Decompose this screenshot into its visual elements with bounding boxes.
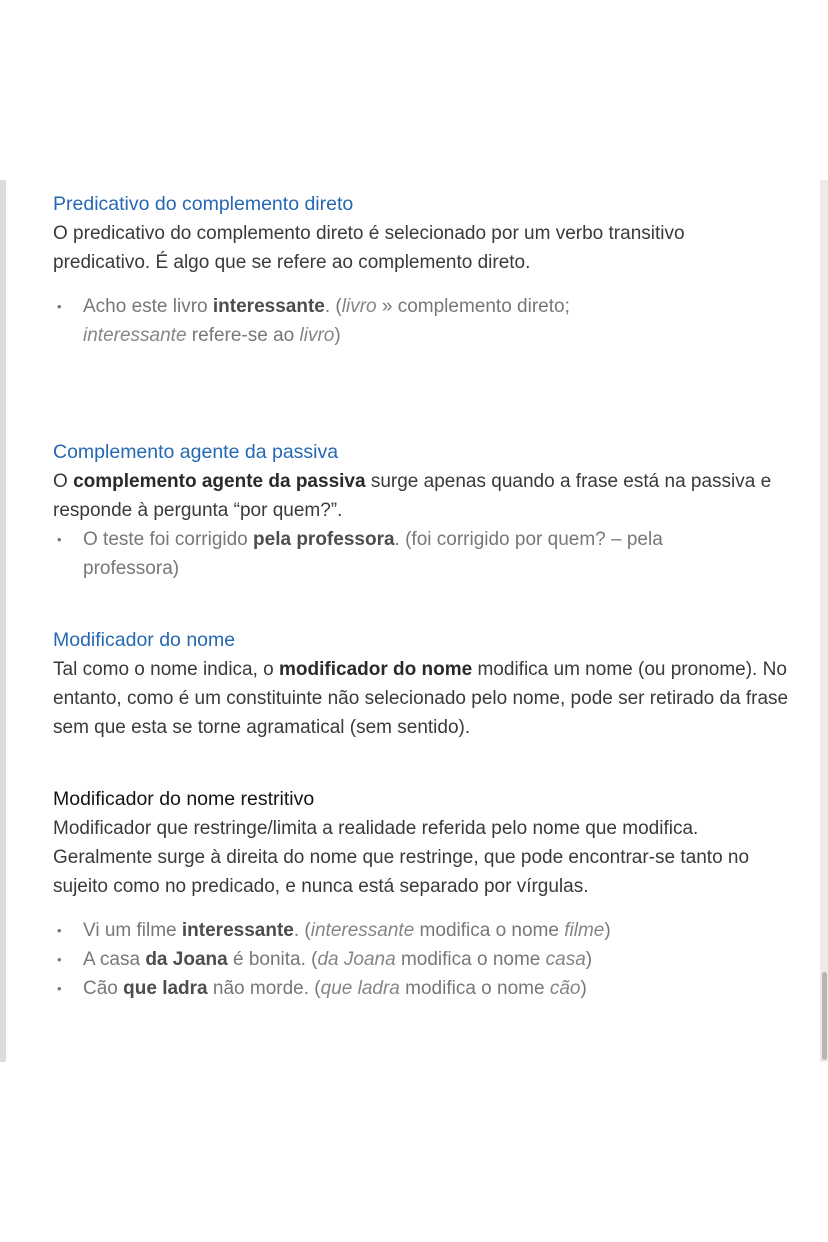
example-list	[53, 292, 573, 350]
example-list	[53, 525, 753, 583]
list-item: • Acho este livro interessante. (livro » complemento direto; interessante refere-se ao livro)	[53, 292, 573, 350]
section-title: Modificador do nome restritivo	[53, 788, 315, 810]
section-agente-passiva	[53, 438, 793, 583]
scrollbar-track[interactable]	[820, 180, 828, 1062]
page-edge-left	[0, 180, 6, 1062]
list-item: • A casa da Joana é bonita. (da Joana modifica o nome casa)	[53, 945, 753, 974]
section-modificador-nome	[53, 626, 793, 742]
section-paragraph: O complemento agente da passiva surge apenas quando a frase está na passiva e responde à pergunta “por quem?”.	[53, 471, 772, 521]
example-list	[53, 916, 753, 1003]
scrollbar-thumb[interactable]	[822, 972, 827, 1060]
section-paragraph: O predicativo do complemento direto é selecionado por um verbo transitivo predicativo. É algo que se refere ao complemento direto.	[53, 223, 685, 273]
list-item: • Vi um filme interessante. (interessante modifica o nome filme)	[53, 916, 753, 945]
section-paragraph: Modificador que restringe/limita a realidade referida pelo nome que modifica. Geralmente surge à direita do nome que restringe, que pode encontrar-se tanto no sujeito como no predicado, e nunca está separado por vírgulas.	[53, 818, 750, 897]
section-predicativo	[53, 190, 793, 350]
section-modificador-restritivo	[53, 785, 793, 1003]
list-item: • O teste foi corrigido pela professora. (foi corrigido por quem? – pela professora)	[53, 525, 753, 583]
section-paragraph: Tal como o nome indica, o modificador do nome modifica um nome (ou pronome). No entanto, como é um constituinte não selecionado pelo nome, pode ser retirado da frase sem que esta se torne agramatical (sem sentido).	[53, 659, 789, 738]
section-title: Modificador do nome	[53, 629, 236, 651]
section-title: Predicativo do complemento direto	[53, 193, 354, 215]
section-title: Complemento agente da passiva	[53, 441, 339, 463]
list-item: • Cão que ladra não morde. (que ladra modifica o nome cão)	[53, 974, 753, 1003]
